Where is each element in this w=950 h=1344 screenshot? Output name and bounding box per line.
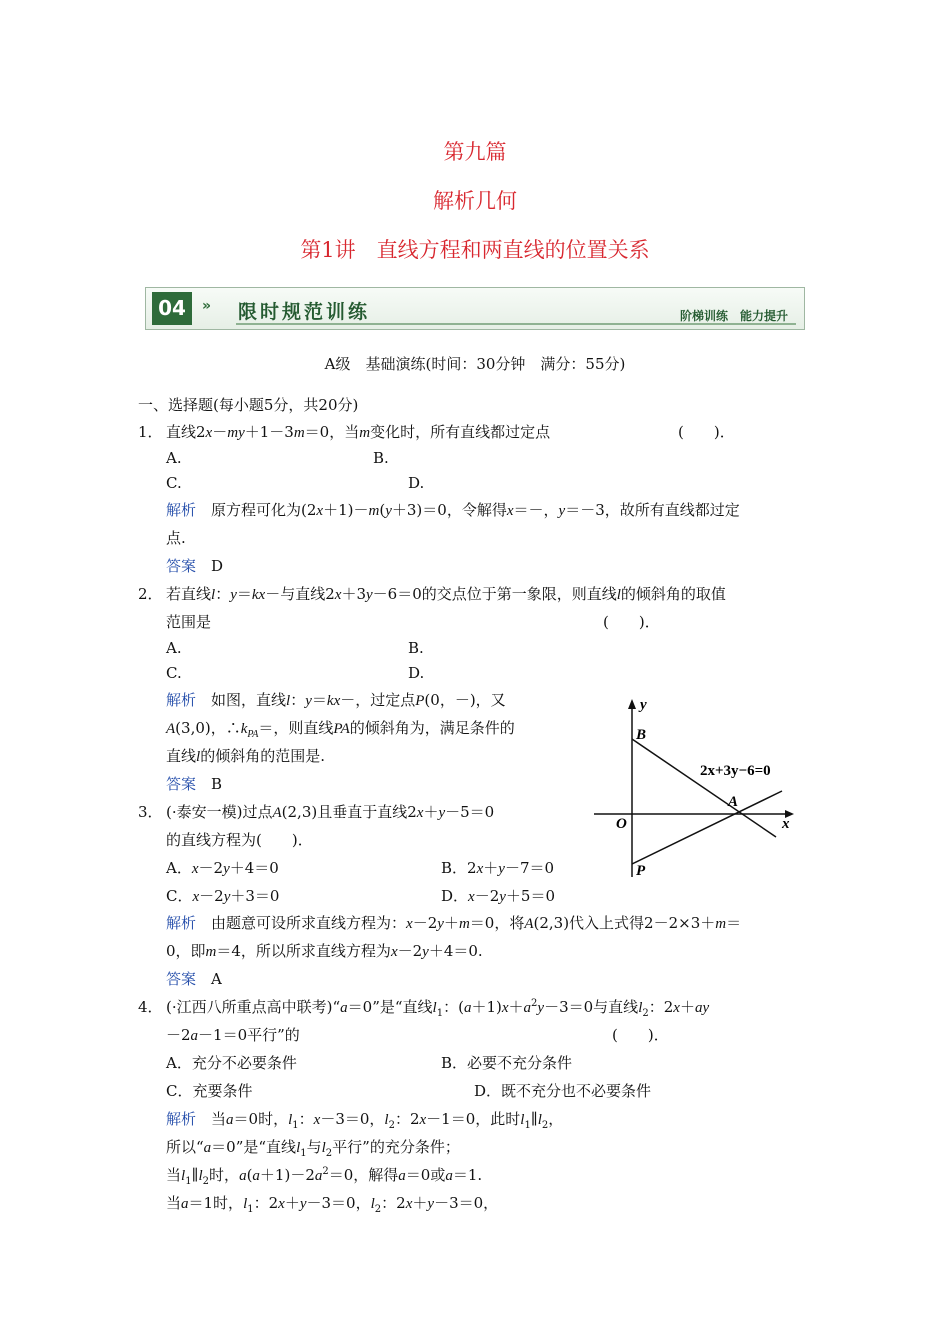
label-p: P: [636, 863, 646, 879]
q2-analysis: 解析 如图，直线l：y＝kx－，过定点P(0，－)，又: [166, 691, 506, 709]
level-heading: A级 基础演练(时间：30分钟 满分：55分): [324, 355, 626, 373]
banner-arrow-icon: »: [202, 298, 212, 314]
analysis-label: 解析: [166, 914, 197, 932]
q2-choice-b: B.: [408, 639, 424, 657]
part-title: 第九篇: [443, 140, 507, 164]
label-origin: O: [616, 816, 627, 832]
q4-choice-c: C．充要条件: [166, 1082, 253, 1100]
q3-choice-c: C．x－2y＋3＝0: [166, 887, 280, 905]
question-1-text: 直线2x－my＋1－3m＝0，当m变化时，所有直线都过定点: [166, 423, 551, 441]
q3-choice-a: A．x－2y＋4＝0: [166, 859, 279, 877]
question-2-text: 若直线l：y＝kx－与直线2x＋3y－6＝0的交点位于第一象限，则直线l的倾斜角的取值: [166, 585, 726, 603]
q2-choice-a: A.: [166, 639, 182, 657]
q4-analysis-line4: 当a＝1时，$l_1$：2x＋y－3＝0，$l_2$：2x＋y－3＝0，: [166, 1194, 499, 1215]
q1-answer-value: D: [211, 557, 224, 575]
q2-answer-value: B: [211, 775, 223, 793]
banner-divider: [236, 323, 796, 325]
label-x: x: [782, 816, 790, 832]
analysis-label: 解析: [166, 501, 197, 519]
coordinate-figure: [590, 695, 805, 885]
question-1-bracket: ( )．: [678, 423, 735, 441]
question-3-number: 3．: [138, 803, 163, 821]
chapter-title: 解析几何: [433, 189, 517, 213]
q2-analysis-line3: 直线l的倾斜角的范围是.: [166, 747, 325, 765]
q2-choice-c: C.: [166, 664, 182, 682]
q1-choice-a: A.: [166, 449, 182, 467]
q4-choice-b: B．必要不充分条件: [441, 1054, 573, 1072]
answer-label: 答案: [166, 775, 197, 793]
question-4-bracket: ( )．: [612, 1026, 669, 1044]
q3-analysis-cont: 0，即m＝4，所以所求直线方程为x－2y＋4＝0.: [166, 942, 483, 960]
label-b: B: [636, 727, 647, 743]
q4-analysis-line2: 所以“a＝0”是“直线$l_1$与$l_2$平行”的充分条件；: [166, 1138, 460, 1159]
section-heading: 一、选择题(每小题5分，共20分): [138, 396, 359, 414]
banner-number: 04: [152, 292, 192, 325]
q1-answer: [166, 555, 223, 576]
q4-analysis: 解析 当a＝0时，$l_1$：x－3＝0，$l_2$：2x－1＝0，此时$l_1\parallel l_2$，: [166, 1110, 564, 1131]
q3-analysis: 解析 由题意可设所求直线方程为：x－2y＋m＝0，将A(2,3)代入上式得2－2×3＋m＝: [166, 914, 742, 932]
label-a: A: [728, 794, 739, 810]
question-3-text-cont: 的直线方程为( )．: [166, 831, 313, 849]
q2-analysis-line2: A(3,0)，$\therefore k_{PA}=$，则直线PA的倾斜角为，满足条件的: [166, 719, 515, 740]
question-4-text: (·江西八所重点高中联考)“a＝0”是“直线$l_1$：$(a+1)x+a^2y-3=0$与直线$l_2$：2x＋ay: [166, 998, 710, 1019]
q4-choice-a: A．充分不必要条件: [166, 1054, 297, 1072]
question-4-text-cont: －2a－1＝0平行”的: [166, 1026, 300, 1044]
q1-choice-b: B.: [373, 449, 389, 467]
q4-analysis-line3: 当$l_1\parallel l_2$时，$a(a+1)-2a^2=0$，解得a＝0或a＝1.: [166, 1166, 483, 1187]
q3-choice-d: D．x－2y＋5＝0: [441, 887, 556, 905]
answer-label: 答案: [166, 970, 197, 988]
q3-answer-value: A: [211, 970, 222, 988]
q1-analysis: 解析 原方程可化为(2x＋1)－m(y＋3)＝0，令解得x＝－，y＝－3，故所有直线都过定: [166, 501, 740, 519]
y-axis-arrow-icon: [628, 699, 636, 709]
answer-label: 答案: [166, 557, 197, 575]
banner-title: 限时规范训练: [238, 301, 371, 323]
q1-choice-c: C.: [166, 474, 182, 492]
q4-choice-d: D．既不充分也不必要条件: [474, 1082, 652, 1100]
line-equation-label: 2x+3y−6=0: [700, 763, 771, 779]
question-1-number: 1．: [138, 423, 163, 441]
q3-choice-b: B．2x＋y－7＝0: [441, 859, 555, 877]
q3-answer: [166, 968, 222, 989]
label-y: y: [640, 697, 647, 713]
question-2-bracket: ( )．: [603, 613, 660, 631]
line-ab: [632, 739, 776, 837]
question-3-text: (·泰安一模)过点A(2,3)且垂直于直线2x＋y－5＝0: [166, 803, 495, 821]
question-2-number: 2．: [138, 585, 163, 603]
q2-answer: [166, 773, 222, 794]
lecture-title: 第1讲 直线方程和两直线的位置关系: [300, 238, 650, 262]
q1-analysis-cont: 点.: [166, 529, 186, 547]
q1-choice-d: D.: [408, 474, 425, 492]
analysis-label: 解析: [166, 1110, 197, 1128]
q2-choice-d: D.: [408, 664, 425, 682]
line-pa: [632, 791, 782, 864]
analysis-label: 解析: [166, 691, 197, 709]
section-banner: [145, 287, 805, 330]
banner-subtitle: 阶梯训练 能力提升: [679, 309, 788, 323]
question-2-text-cont: 范围是: [166, 613, 212, 631]
question-4-number: 4．: [138, 998, 163, 1016]
